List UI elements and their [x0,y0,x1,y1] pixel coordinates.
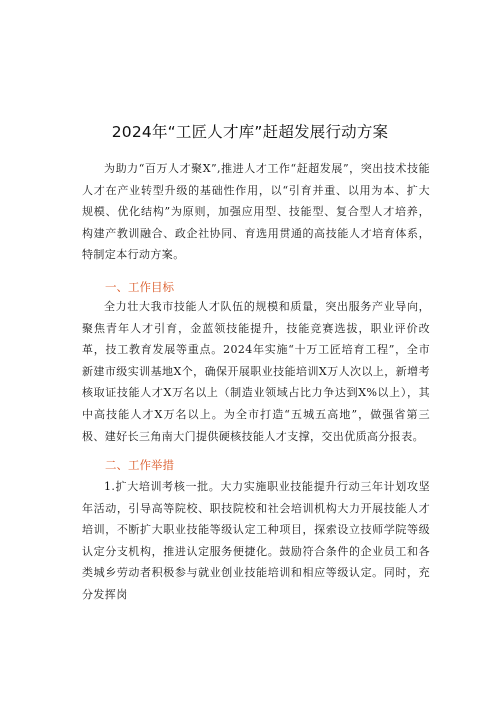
document-title: 2024年“工匠人才库”赶超发展行动方案 [111,123,389,141]
measures-paragraph: 1.扩大培训考核一批。大力实施职业技能提升行动三年计划攻坚年活动，引导高等院校、职技院校和社会培训机构大力开展技能人才培训，不断扩大职业技能等级认定工种项目，探索设立技师学院等级认定分支机构，推进认定服务便捷化。鼓励符合条件的企业员工和各类城乡劳动者积极参与就业创业技能培训和相应等级认定。同时，充分发挥岗 [82,480,430,601]
intro-paragraph: 为助力“百万人才聚X”,推进人才工作“赶超发展”，突出技术技能人才在产业转型升级的基础性作用，以“引育并重、以用为本、扩大规模、优化结构”为原则，加强应用型、技能型、复合型人才培养，构建产教训融合、政企社协同、育选用贯通的高技能人才培育体系，特制定本行动方案。 [82,162,430,262]
goals-block [82,296,430,447]
section-heading-measures: 二、工作举措 [105,458,174,472]
section-heading-goals: 一、工作目标 [105,280,174,294]
intro-block [82,158,430,266]
goals-paragraph: 全力壮大我市技能人才队伍的规模和质量，突出服务产业导向，聚焦青年人才引育，金蓝领技能提升，技能竞赛选拔，职业评价改革，技工教育发展等重点。2024年实施“十万工匠培育工程”，全市新建市级实训基地X个，确保开展职业技能培训X万人次以上，新增考核取证技能人才X万名以上（制造业领域占比力争达到X%以上），其中高技能人才X万名以上。为全市打造“五城五高地”，做强省第三极、建好长三角南大门提供硬核技能人才支撑，交出优质高分报表。 [82,300,430,443]
measures-block [82,476,430,606]
